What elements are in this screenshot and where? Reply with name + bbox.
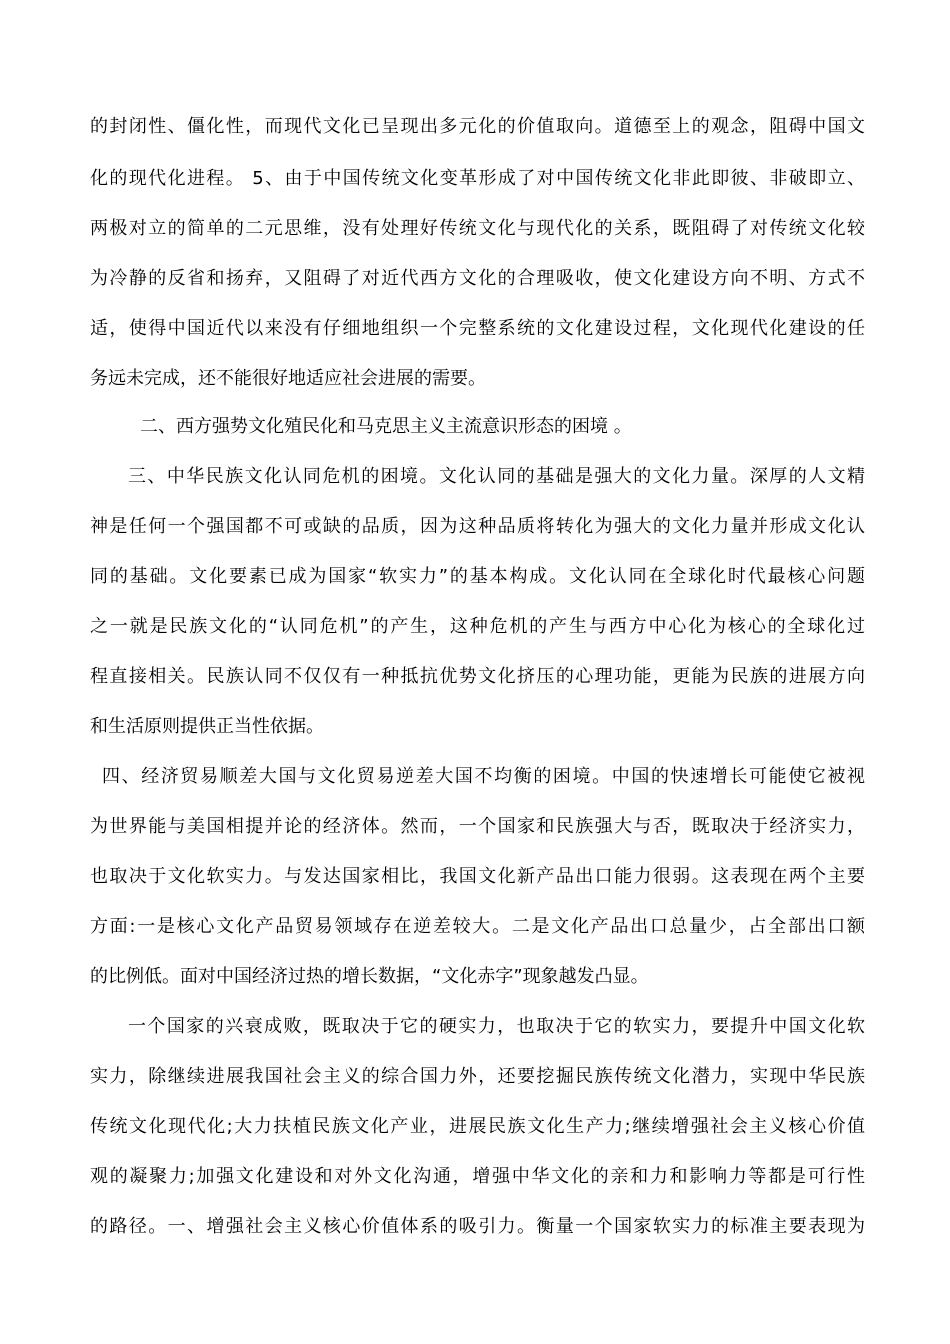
text-line: 观的凝聚力;加强文化建设和对外文化沟通，增强中华文化的亲和力和影响力等都是可行性 — [90, 1166, 865, 1187]
text-line: 为冷静的反省和扬弃，又阻碍了对近代西方文化的合理吸收，使文化建设方向不明、方式不 — [90, 268, 865, 289]
paragraph-first-line: 四、经济贸易顺差大国与文化贸易逆差大国不均衡的困境。中国的快速增长可能使它被视 — [102, 766, 865, 787]
text-line: 的路径。一、增强社会主义核心价值体系的吸引力。衡量一个国家软实力的标准主要表现为 — [90, 1216, 865, 1237]
text-line: 两极对立的简单的二元思维，没有处理好传统文化与现代化的关系，既阻碍了对传统文化较 — [90, 218, 865, 239]
text-line: 也取决于文化软实力。与发达国家相比，我国文化新产品出口能力很弱。这表现在两个主要 — [90, 866, 865, 887]
text-line: 实力，除继续进展我国社会主义的综合国力外，还要挖掘民族传统文化潜力，实现中华民族 — [90, 1066, 865, 1087]
text-line: 传统文化现代化;大力扶植民族文化产业，进展民族文化生产力;继续增强社会主义核心价值 — [90, 1116, 865, 1137]
paragraph-first-line: 一个国家的兴衰成败，既取决于它的硬实力，也取决于它的软实力，要提升中国文化软 — [128, 1016, 865, 1037]
text-line: 适，使得中国近代以来没有仔细地组织一个完整系统的文化建设过程，文化现代化建设的任 — [90, 318, 865, 339]
text-line: 同的基础。文化要素已成为国家“软实力”的基本构成。文化认同在全球化时代最核心问题 — [90, 566, 865, 587]
text-line: 和生活原则提供正当性依据。 — [90, 716, 324, 737]
text-line: 化的现代化进程。 5、由于中国传统文化变革形成了对中国传统文化非此即彼、非破即立、 — [90, 168, 865, 189]
text-line: 为世界能与美国相提并论的经济体。然而，一个国家和民族强大与否，既取决于经济实力， — [90, 816, 865, 837]
text-line: 之一就是民族文化的“认同危机”的产生，这种危机的产生与西方中心化为核心的全球化过 — [90, 616, 865, 637]
text-line: 的封闭性、僵化性，而现代文化已呈现出多元化的价值取向。道德至上的观念，阻碍中国文 — [90, 116, 865, 137]
text-line: 神是任何一个强国都不可或缺的品质，因为这种品质将转化为强大的文化力量并形成文化认 — [90, 516, 865, 537]
paragraph-first-line: 三、中华民族文化认同危机的困境。文化认同的基础是强大的文化力量。深厚的人文精 — [128, 466, 865, 487]
text-line: 方面:一是核心文化产品贸易领域存在逆差较大。二是文化产品出口总量少，占全部出口额 — [90, 916, 865, 937]
text-line: 务远未完成，还不能很好地适应社会进展的需要。 — [90, 368, 486, 389]
section-heading: 二、西方强势文化殖民化和马克思主义主流意识形态的困境 。 — [140, 416, 632, 437]
text-line: 的比例低。面对中国经济过热的增长数据，“文化赤字”现象越发凸显。 — [90, 966, 649, 987]
text-line: 程直接相关。民族认同不仅仅有一种抵抗优势文化挤压的心理功能，更能为民族的进展方向 — [90, 666, 865, 687]
